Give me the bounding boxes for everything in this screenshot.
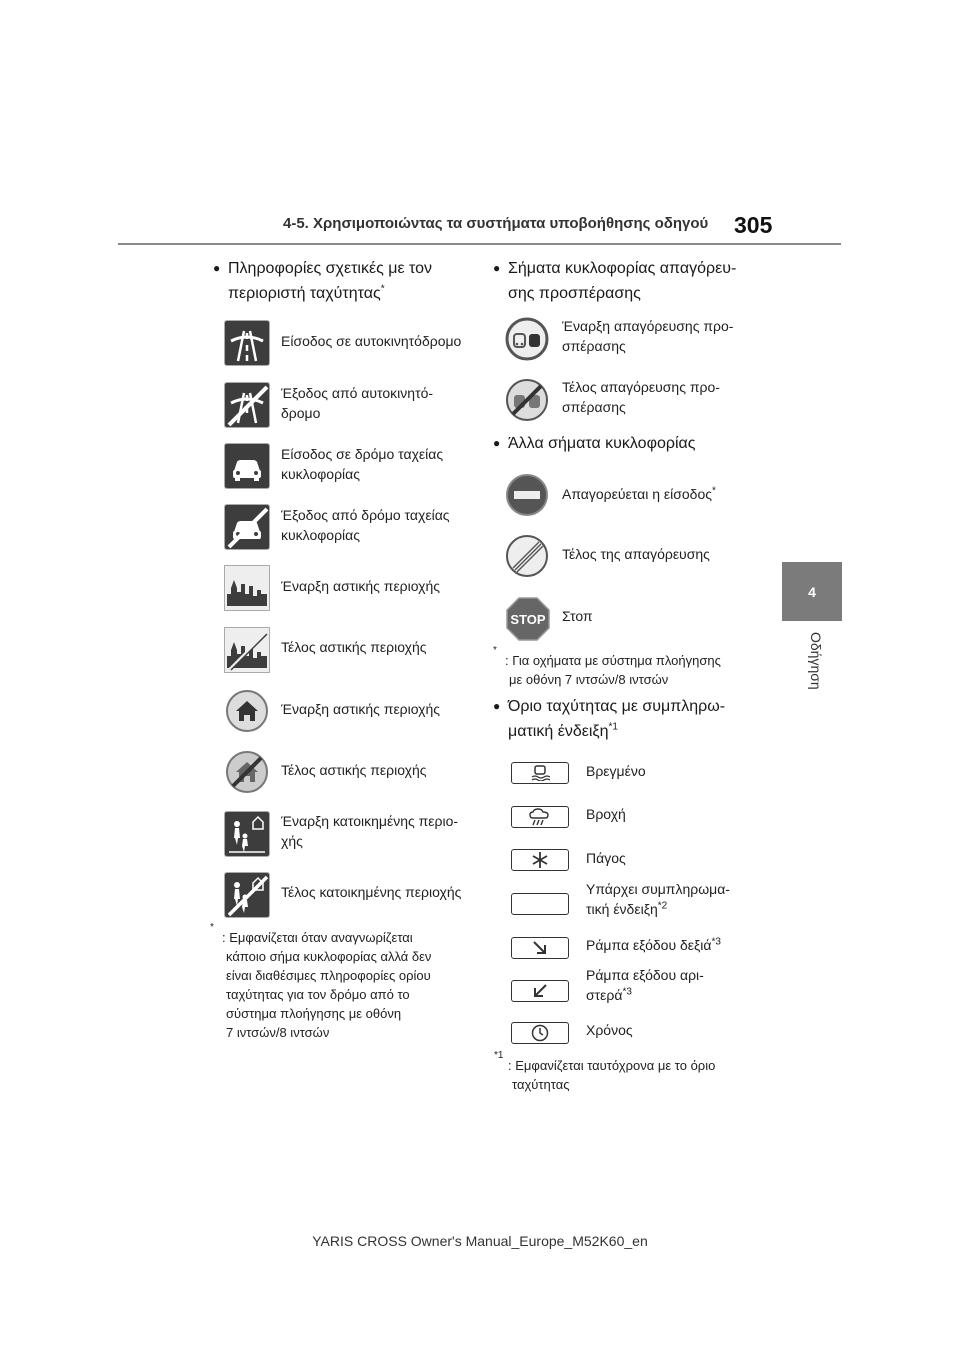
- label-line: κυκλοφορίας: [281, 527, 361, 543]
- label-exit-right: [586, 935, 721, 955]
- label-no-overtaking-end: [562, 377, 720, 417]
- label-line: σπέρασης: [562, 399, 626, 415]
- label-line: Πάγος: [586, 850, 626, 866]
- house-circle-icon: [225, 689, 269, 733]
- label-stop: [562, 606, 593, 626]
- left-footnote: * : Εμφανίζεται όταν αναγνωρίζεται κάποιο σήμα κυκλοφορίας αλλά δεν είναι διαθέσιμες πληροφορίες ορίου ταχύτητας για τον δρόμο από το σύστημα πλοήγησης με οθόνη 7 ιντσών/8 ιντσών: [222, 928, 472, 1042]
- label-line: κυκλοφορίας: [281, 466, 361, 482]
- label-line-text: στερά: [586, 987, 623, 1003]
- footnote-line: είναι διαθέσιμες πληροφορίες ορίου: [226, 968, 431, 983]
- city-skyline-end-icon: [225, 628, 269, 672]
- label-no-entry: [562, 484, 716, 504]
- footnote-line: : Εμφανίζεται όταν αναγνωρίζεται: [222, 930, 413, 945]
- wet-road-glyph: [530, 765, 550, 781]
- heading-sup: *1: [608, 721, 618, 733]
- arrow-down-right-glyph: [532, 940, 548, 956]
- right-heading-overtaking: [493, 256, 737, 306]
- label-line: Έναρξη απαγόρευσης προ-: [562, 318, 734, 334]
- chapter-tab: [782, 562, 842, 621]
- label-line: Υπάρχει συμπληρωμα-: [586, 881, 730, 897]
- heading-line: [508, 719, 725, 744]
- label-line-text: Ράμπα εξόδου δεξιά: [586, 937, 712, 953]
- label-line: Έναρξη αστικής περιοχής: [281, 578, 441, 594]
- footnote-line: σύστημα πλοήγησης με οθόνη: [226, 1006, 402, 1021]
- label-sup: *3: [622, 986, 632, 998]
- label-exit-left: [586, 965, 704, 1005]
- label-city-end: [281, 637, 427, 657]
- right-heading-other-signs: [493, 431, 696, 456]
- clock-glyph: [531, 1024, 549, 1042]
- bullet-icon: ●: [213, 261, 221, 275]
- wet-road-icon: [511, 762, 569, 784]
- label-line: Έξοδος από δρόμο ταχείας: [281, 507, 450, 523]
- residential-zone-icon: [225, 812, 269, 856]
- label-line: χής: [281, 833, 303, 849]
- heading-line: Άλλα σήματα κυκλοφορίας: [508, 435, 696, 452]
- label-text: Στοπ: [562, 608, 593, 624]
- heading-line: Σήματα κυκλοφορίας απαγόρευ-: [508, 260, 737, 277]
- footnote-line: με οθόνη 7 ιντσών/8 ιντσών: [509, 672, 669, 687]
- end-of-restriction-icon: [505, 534, 549, 578]
- left-heading-line2: [228, 281, 432, 306]
- no-overtaking-end-icon: [505, 378, 549, 422]
- city-skyline-icon: [225, 566, 269, 610]
- label-motorway-exit: [281, 383, 433, 423]
- label-end-restriction: [562, 544, 710, 564]
- expressway-entry-icon: [225, 444, 269, 488]
- label-line: Τέλος αστικής περιοχής: [281, 639, 427, 655]
- blank-plate-icon: [511, 893, 569, 915]
- chapter-label: Οδήγηση: [808, 632, 824, 690]
- label-text: Τέλος της απαγόρευσης: [562, 546, 710, 562]
- heading-line-text: ματική ένδειξη: [508, 723, 609, 740]
- bullet-icon: ●: [493, 261, 501, 275]
- motorway-entry-icon: [225, 321, 269, 365]
- label-city-start: [281, 576, 440, 596]
- heading-line: σης προσπέρασης: [508, 285, 641, 302]
- clock-icon: [511, 1022, 569, 1044]
- right-footnote-1: * : Για οχήματα με σύστημα πλοήγησης με οθόνη 7 ιντσών/8 ιντσών: [505, 651, 765, 689]
- label-wet: [586, 761, 646, 781]
- rain-cloud-icon: [511, 806, 569, 828]
- label-sup: *3: [711, 936, 721, 948]
- arrow-down-left-glyph: [532, 983, 548, 999]
- label-line: σπέρασης: [562, 338, 626, 354]
- label-sup: *2: [657, 900, 668, 912]
- label-line: Βρεγμένο: [586, 763, 646, 779]
- label-expressway-exit: [281, 505, 450, 545]
- label-town-start: [281, 699, 440, 719]
- left-heading-line1: Πληροφορίες σχετικές με τον: [228, 260, 433, 277]
- label-line: Είσοδος σε αυτοκινητόδρομο: [281, 333, 462, 349]
- chapter-number: 4: [808, 583, 816, 600]
- bullet-icon: ●: [493, 699, 501, 713]
- no-entry-icon: [505, 473, 549, 517]
- label-line: [586, 985, 704, 1005]
- right-footnote-2: *1 : Εμφανίζεται ταυτόχρονα με το όριο ταχύτητας: [508, 1056, 768, 1094]
- label-ice: [586, 848, 626, 868]
- label-residential-end: [281, 882, 461, 902]
- footnote-line: 7 ιντσών/8 ιντσών: [226, 1025, 330, 1040]
- house-circle-end-icon: [225, 750, 269, 794]
- label-line: Τέλος απαγόρευσης προ-: [562, 379, 720, 395]
- stop-sign-icon: [505, 596, 551, 642]
- left-heading: [213, 256, 433, 306]
- label-expressway-entry: [281, 444, 443, 484]
- header-divider: [118, 243, 841, 245]
- label-rain: [586, 804, 626, 824]
- label-supplementary: [586, 879, 730, 919]
- snowflake-glyph: [531, 851, 549, 869]
- heading-line: Όριο ταχύτητας με συμπληρω-: [508, 698, 726, 715]
- footnote-line: κάποιο σήμα κυκλοφορίας αλλά δεν: [226, 949, 432, 964]
- left-heading-sup: *: [380, 283, 385, 295]
- arrow-down-left-icon: [511, 980, 569, 1002]
- no-overtaking-icon: [505, 317, 549, 361]
- label-motorway-entry: [281, 331, 461, 351]
- snowflake-icon: [511, 849, 569, 871]
- label-line: Βροχή: [586, 806, 626, 822]
- label-no-overtaking: [562, 316, 733, 356]
- motorway-exit-icon: [225, 383, 269, 427]
- label-line: Έξοδος από αυτοκινητό-: [281, 385, 434, 401]
- right-heading-supplementary: [493, 694, 726, 744]
- label-line: Έναρξη αστικής περιοχής: [281, 701, 441, 717]
- footnote-line: : Εμφανίζεται ταυτόχρονα με το όριο: [508, 1058, 716, 1073]
- label-line-text: τική ένδειξη: [586, 901, 658, 917]
- label-line: Έναρξη κατοικημένης περιο-: [281, 813, 459, 829]
- label-town-end: [281, 760, 427, 780]
- label-line: Τέλος αστικής περιοχής: [281, 762, 427, 778]
- footnote-line: ταχύτητας: [512, 1077, 570, 1092]
- stop-sign-text: STOP: [510, 612, 546, 627]
- arrow-down-right-icon: [511, 937, 569, 959]
- label-line: Τέλος κατοικημένης περιοχής: [281, 884, 462, 900]
- left-heading-line2-text: περιοριστή ταχύτητας: [228, 285, 381, 302]
- label-line: δρομο: [281, 405, 321, 421]
- label-line: [586, 899, 730, 919]
- label-time: [586, 1020, 633, 1040]
- label-line: Ράμπα εξόδου αρι-: [586, 967, 704, 983]
- footer-manual-id: YARIS CROSS Owner's Manual_Europe_M52K60_en: [312, 1233, 648, 1249]
- bullet-icon: ●: [493, 436, 501, 450]
- footnote-line: ταχύτητας για τον δρόμο από το: [226, 987, 410, 1002]
- label-sup: *: [712, 485, 716, 497]
- page-number: 305: [734, 212, 773, 238]
- section-title: 4-5. Χρησιμοποιώντας τα συστήματα υποβοήθησης οδηγού: [283, 215, 709, 232]
- footnote-line: : Για οχήματα με σύστημα πλοήγησης: [505, 653, 721, 668]
- label-line: Χρόνος: [586, 1022, 633, 1038]
- residential-zone-end-icon: [225, 873, 269, 917]
- rain-cloud-glyph: [528, 808, 552, 826]
- label-text: Απαγορεύεται η είσοδος: [562, 486, 712, 502]
- label-line: Είσοδος σε δρόμο ταχείας: [281, 446, 444, 462]
- label-residential-start: [281, 811, 458, 851]
- expressway-exit-icon: [225, 505, 269, 549]
